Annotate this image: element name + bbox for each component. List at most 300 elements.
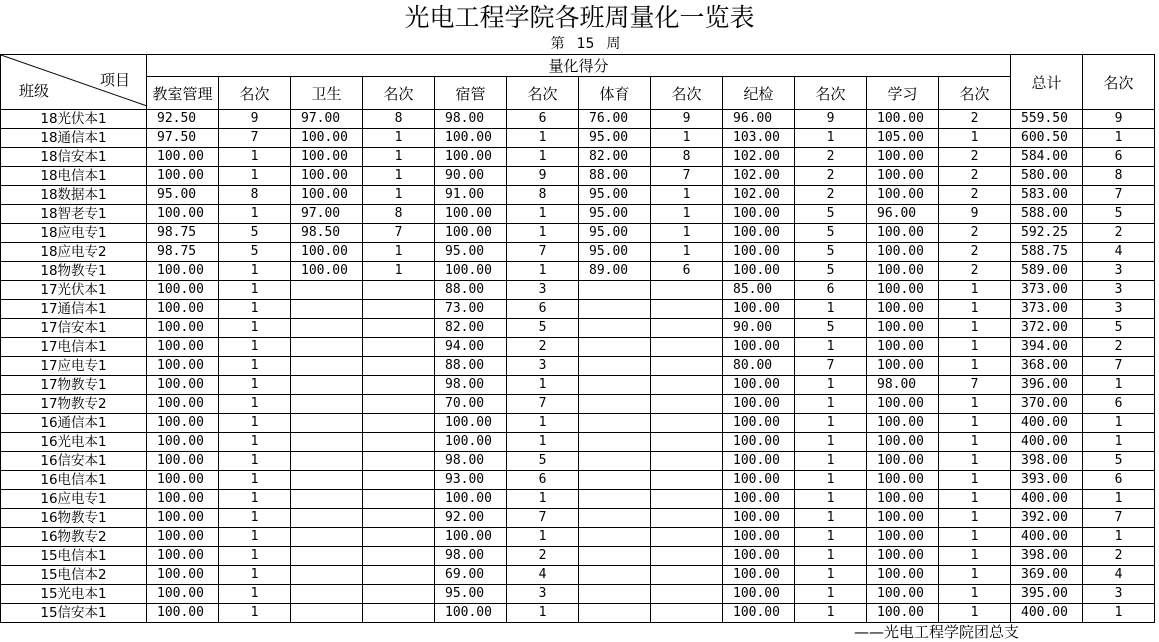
score-cell: 92.50: [147, 110, 219, 129]
score-cell: [579, 414, 651, 433]
score-cell: [291, 585, 363, 604]
rank-cell: 8: [363, 205, 435, 224]
column-header: 名次: [363, 77, 435, 110]
rank-cell: [363, 471, 435, 490]
rank-cell: 1: [507, 205, 579, 224]
class-name-cell: 17应电专1: [1, 357, 147, 376]
score-cell: 100.00: [147, 452, 219, 471]
rank-cell: 5: [219, 224, 291, 243]
rank-cell: [651, 471, 723, 490]
rank-cell: 8: [219, 186, 291, 205]
table-row: [1, 167, 1155, 186]
rank-cell: 6: [1083, 148, 1155, 167]
rank-cell: 2: [1083, 224, 1155, 243]
score-cell: 100.00: [867, 414, 939, 433]
table-row: [1, 338, 1155, 357]
score-cell: 100.00: [147, 547, 219, 566]
rank-cell: 1: [939, 338, 1011, 357]
score-cell: [579, 490, 651, 509]
score-cell: 98.00: [435, 452, 507, 471]
score-cell: 100.00: [147, 528, 219, 547]
rank-cell: 1: [363, 243, 435, 262]
rank-cell: [363, 433, 435, 452]
score-cell: 600.50: [1011, 129, 1083, 148]
rank-cell: 8: [1083, 167, 1155, 186]
rank-cell: [651, 585, 723, 604]
rank-cell: 1: [795, 509, 867, 528]
score-cell: 100.00: [147, 376, 219, 395]
rank-cell: [651, 300, 723, 319]
rank-cell: 3: [507, 585, 579, 604]
score-cell: 100.00: [147, 357, 219, 376]
score-cell: 100.00: [723, 395, 795, 414]
rank-cell: 2: [939, 262, 1011, 281]
rank-cell: 1: [219, 148, 291, 167]
rank-cell: 4: [507, 566, 579, 585]
table-row: [1, 319, 1155, 338]
rank-cell: 2: [939, 243, 1011, 262]
rank-cell: 1: [795, 452, 867, 471]
score-cell: 100.00: [867, 300, 939, 319]
column-header: 宿管: [435, 77, 507, 110]
score-cell: [291, 357, 363, 376]
score-cell: [579, 452, 651, 471]
score-cell: 100.00: [723, 224, 795, 243]
score-cell: [291, 319, 363, 338]
class-name-cell: 17物教专2: [1, 395, 147, 414]
rank-cell: 4: [1083, 566, 1155, 585]
rank-cell: 1: [939, 604, 1011, 623]
rank-cell: [651, 395, 723, 414]
class-name-cell: 18物教专1: [1, 262, 147, 281]
rank-cell: 1: [939, 471, 1011, 490]
score-cell: [579, 281, 651, 300]
score-cell: 100.00: [435, 224, 507, 243]
rank-cell: 5: [795, 319, 867, 338]
score-cell: [579, 566, 651, 585]
rank-cell: 2: [939, 224, 1011, 243]
rank-cell: 6: [507, 300, 579, 319]
rank-cell: 1: [219, 490, 291, 509]
score-cell: 100.00: [147, 566, 219, 585]
score-cell: 393.00: [1011, 471, 1083, 490]
rank-cell: 7: [507, 509, 579, 528]
score-cell: 91.00: [435, 186, 507, 205]
score-cell: 100.00: [723, 243, 795, 262]
score-cell: 372.00: [1011, 319, 1083, 338]
rank-cell: 2: [507, 547, 579, 566]
rank-cell: 7: [1083, 186, 1155, 205]
score-cell: 100.00: [147, 395, 219, 414]
table-row: [1, 566, 1155, 585]
rank-cell: 1: [939, 433, 1011, 452]
class-name-cell: 18电信本1: [1, 167, 147, 186]
rank-cell: 2: [939, 148, 1011, 167]
rank-cell: 2: [795, 167, 867, 186]
score-cell: [579, 471, 651, 490]
score-cell: 100.00: [723, 433, 795, 452]
rank-cell: 7: [363, 224, 435, 243]
rank-cell: 7: [1083, 509, 1155, 528]
score-cell: 100.00: [723, 338, 795, 357]
score-cell: 100.00: [867, 319, 939, 338]
rank-cell: 7: [219, 129, 291, 148]
score-cell: 100.00: [723, 528, 795, 547]
corner-header: [1, 55, 147, 110]
rank-cell: 5: [795, 205, 867, 224]
column-header: 名次: [651, 77, 723, 110]
score-cell: 100.00: [723, 300, 795, 319]
rank-cell: 1: [363, 262, 435, 281]
rank-cell: 6: [651, 262, 723, 281]
rank-cell: 1: [219, 452, 291, 471]
score-cell: 100.00: [723, 585, 795, 604]
score-cell: [291, 547, 363, 566]
column-header: 名次: [507, 77, 579, 110]
rank-cell: 1: [795, 395, 867, 414]
rank-cell: 1: [219, 604, 291, 623]
rank-cell: 1: [651, 224, 723, 243]
score-cell: 584.00: [1011, 148, 1083, 167]
score-cell: [579, 604, 651, 623]
score-cell: [291, 300, 363, 319]
rank-cell: 8: [507, 186, 579, 205]
rank-cell: 1: [219, 338, 291, 357]
score-cell: 559.50: [1011, 110, 1083, 129]
rank-cell: 1: [507, 262, 579, 281]
score-cell: [579, 528, 651, 547]
score-cell: 100.00: [147, 262, 219, 281]
rank-cell: [363, 528, 435, 547]
score-cell: [291, 395, 363, 414]
rank-cell: 7: [939, 376, 1011, 395]
score-cell: 100.00: [723, 262, 795, 281]
rank-cell: 1: [219, 566, 291, 585]
rank-cell: 1: [939, 452, 1011, 471]
score-cell: 398.00: [1011, 547, 1083, 566]
rank-cell: 1: [795, 528, 867, 547]
rank-cell: 1: [219, 319, 291, 338]
score-cell: 368.00: [1011, 357, 1083, 376]
score-cell: 100.00: [147, 414, 219, 433]
rank-cell: 1: [795, 490, 867, 509]
score-cell: 396.00: [1011, 376, 1083, 395]
score-cell: 80.00: [723, 357, 795, 376]
score-cell: 100.00: [147, 471, 219, 490]
score-cell: 100.00: [147, 338, 219, 357]
rank-cell: 1: [219, 414, 291, 433]
rank-cell: 1: [1083, 414, 1155, 433]
score-cell: 100.00: [867, 509, 939, 528]
week-prefix: 第: [550, 36, 565, 52]
score-cell: [579, 300, 651, 319]
score-cell: 102.00: [723, 148, 795, 167]
class-name-cell: 18通信本1: [1, 129, 147, 148]
score-cell: 100.00: [435, 528, 507, 547]
rank-cell: 1: [219, 395, 291, 414]
rank-cell: 6: [1083, 471, 1155, 490]
rank-cell: 3: [507, 281, 579, 300]
score-cell: 73.00: [435, 300, 507, 319]
rank-cell: 6: [795, 281, 867, 300]
score-cell: 105.00: [867, 129, 939, 148]
score-cell: 100.00: [867, 528, 939, 547]
class-name-cell: 16物教专2: [1, 528, 147, 547]
rank-cell: 1: [507, 414, 579, 433]
rank-cell: 3: [1083, 281, 1155, 300]
score-cell: 100.00: [147, 300, 219, 319]
score-cell: 100.00: [867, 604, 939, 623]
score-cell: 100.00: [435, 262, 507, 281]
rank-cell: 1: [1083, 528, 1155, 547]
rank-cell: 1: [939, 300, 1011, 319]
rank-cell: 5: [507, 319, 579, 338]
score-cell: 583.00: [1011, 186, 1083, 205]
rank-cell: 5: [795, 262, 867, 281]
score-cell: 96.00: [723, 110, 795, 129]
rank-cell: 5: [1083, 205, 1155, 224]
score-cell: 100.00: [435, 148, 507, 167]
rank-cell: 1: [507, 490, 579, 509]
rank-cell: 1: [219, 547, 291, 566]
rank-cell: 7: [651, 167, 723, 186]
class-name-cell: 16信安本1: [1, 452, 147, 471]
score-cell: [579, 395, 651, 414]
score-cell: 100.00: [867, 338, 939, 357]
class-name-cell: 16应电专1: [1, 490, 147, 509]
class-name-cell: 16光电本1: [1, 433, 147, 452]
rank-cell: 9: [939, 205, 1011, 224]
rank-cell: [363, 338, 435, 357]
rank-cell: 1: [507, 148, 579, 167]
score-cell: 400.00: [1011, 433, 1083, 452]
rank-cell: 1: [363, 148, 435, 167]
column-header: 教室管理: [147, 77, 219, 110]
table-row: [1, 490, 1155, 509]
score-cell: [291, 471, 363, 490]
week-label: [0, 36, 1159, 53]
score-cell: 580.00: [1011, 167, 1083, 186]
score-cell: 100.00: [867, 167, 939, 186]
score-cell: 100.00: [867, 148, 939, 167]
rank-cell: 1: [1083, 490, 1155, 509]
table-row: [1, 585, 1155, 604]
table-row: [1, 414, 1155, 433]
rank-cell: 1: [795, 604, 867, 623]
column-header: 名次: [939, 77, 1011, 110]
score-cell: 100.00: [723, 509, 795, 528]
score-cell: 98.00: [435, 110, 507, 129]
rank-cell: [363, 566, 435, 585]
score-cell: 90.00: [435, 167, 507, 186]
score-cell: [579, 319, 651, 338]
rank-cell: 1: [939, 547, 1011, 566]
rank-cell: 9: [507, 167, 579, 186]
rank-cell: 5: [795, 243, 867, 262]
score-cell: 98.00: [435, 547, 507, 566]
score-cell: 100.00: [723, 414, 795, 433]
table-row: [1, 186, 1155, 205]
rank-cell: 2: [795, 148, 867, 167]
rank-cell: 1: [507, 433, 579, 452]
table-row: [1, 547, 1155, 566]
rank-cell: 1: [939, 585, 1011, 604]
rank-cell: 5: [795, 224, 867, 243]
rank-cell: [363, 281, 435, 300]
score-cell: 100.00: [723, 471, 795, 490]
class-name-cell: 18信安本1: [1, 148, 147, 167]
rank-cell: [651, 604, 723, 623]
rank-cell: [363, 490, 435, 509]
score-cell: 100.00: [867, 433, 939, 452]
score-cell: 95.00: [579, 243, 651, 262]
score-cell: 97.00: [291, 205, 363, 224]
class-name-cell: 15电信本2: [1, 566, 147, 585]
score-cell: [579, 547, 651, 566]
score-cell: [291, 604, 363, 623]
score-cell: [579, 338, 651, 357]
score-cell: 98.00: [867, 376, 939, 395]
score-cell: 100.00: [867, 224, 939, 243]
rank-cell: 1: [939, 281, 1011, 300]
score-cell: [291, 528, 363, 547]
column-header: 学习: [867, 77, 939, 110]
rank-cell: 5: [219, 243, 291, 262]
score-cell: 588.00: [1011, 205, 1083, 224]
rank-cell: 1: [939, 414, 1011, 433]
score-cell: 100.00: [291, 186, 363, 205]
score-cell: 100.00: [435, 433, 507, 452]
rank-cell: 7: [795, 357, 867, 376]
rank-cell: 1: [939, 566, 1011, 585]
score-cell: 82.00: [579, 148, 651, 167]
rank-cell: [651, 433, 723, 452]
rank-cell: 2: [795, 186, 867, 205]
rank-cell: 5: [507, 452, 579, 471]
class-name-cell: 18光伏本1: [1, 110, 147, 129]
rank-cell: [651, 281, 723, 300]
class-name-cell: 16电信本1: [1, 471, 147, 490]
rank-cell: 9: [219, 110, 291, 129]
score-cell: [579, 509, 651, 528]
rank-cell: [363, 509, 435, 528]
class-name-cell: 16物教专1: [1, 509, 147, 528]
rank-cell: 1: [939, 490, 1011, 509]
rank-cell: 1: [507, 604, 579, 623]
score-cell: 100.00: [723, 452, 795, 471]
table-row: [1, 224, 1155, 243]
score-cell: [291, 414, 363, 433]
rank-cell: 1: [651, 186, 723, 205]
rank-cell: [363, 376, 435, 395]
score-cell: 100.00: [147, 281, 219, 300]
rank-cell: 2: [939, 167, 1011, 186]
score-cell: 400.00: [1011, 528, 1083, 547]
rank-cell: [363, 357, 435, 376]
rank-cell: [651, 338, 723, 357]
score-cell: [291, 433, 363, 452]
rank-cell: 1: [507, 224, 579, 243]
footer-signature: ——光电工程学院团总支: [853, 623, 1019, 641]
rank-cell: 1: [507, 376, 579, 395]
score-cell: 95.00: [579, 224, 651, 243]
rank-cell: 3: [507, 357, 579, 376]
score-cell: 88.00: [579, 167, 651, 186]
score-cell: 100.00: [291, 129, 363, 148]
rank-cell: 1: [651, 243, 723, 262]
table-row: [1, 110, 1155, 129]
rank-cell: 1: [219, 281, 291, 300]
score-cell: 100.00: [147, 509, 219, 528]
score-cell: 88.00: [435, 281, 507, 300]
rank-cell: 3: [1083, 585, 1155, 604]
class-name-cell: 17通信本1: [1, 300, 147, 319]
rank-cell: [651, 357, 723, 376]
class-name-cell: 15信安本1: [1, 604, 147, 623]
week-suffix: 周: [606, 36, 621, 52]
rank-cell: 1: [219, 300, 291, 319]
table-row: [1, 452, 1155, 471]
score-cell: [291, 509, 363, 528]
score-cell: 100.00: [867, 490, 939, 509]
rank-cell: 1: [507, 129, 579, 148]
rank-cell: 2: [507, 338, 579, 357]
rank-cell: 1: [939, 509, 1011, 528]
rank-cell: 6: [1083, 395, 1155, 414]
rank-cell: 1: [795, 585, 867, 604]
rank-cell: 1: [219, 205, 291, 224]
score-cell: [579, 433, 651, 452]
score-cell: 98.00: [435, 376, 507, 395]
score-cell: 97.00: [291, 110, 363, 129]
rank-cell: 6: [507, 471, 579, 490]
class-name-cell: 16通信本1: [1, 414, 147, 433]
group-header: 量化得分: [147, 55, 1011, 77]
rank-cell: 2: [939, 186, 1011, 205]
score-cell: 100.00: [723, 376, 795, 395]
week-number: 15: [576, 36, 595, 52]
rank-cell: 1: [1083, 376, 1155, 395]
score-cell: 97.50: [147, 129, 219, 148]
rank-cell: 1: [939, 528, 1011, 547]
rank-cell: 1: [1083, 604, 1155, 623]
rank-cell: 3: [1083, 262, 1155, 281]
score-cell: 373.00: [1011, 300, 1083, 319]
score-cell: [291, 338, 363, 357]
rank-cell: 1: [795, 547, 867, 566]
score-cell: 100.00: [867, 186, 939, 205]
score-cell: 82.00: [435, 319, 507, 338]
score-cell: [291, 566, 363, 585]
rank-cell: 1: [219, 376, 291, 395]
score-cell: 400.00: [1011, 414, 1083, 433]
rank-cell: 2: [1083, 338, 1155, 357]
rank-cell: 1: [219, 471, 291, 490]
score-cell: 98.75: [147, 243, 219, 262]
column-header: 纪检: [723, 77, 795, 110]
rank-cell: 1: [939, 357, 1011, 376]
score-cell: [291, 452, 363, 471]
score-cell: 100.00: [291, 148, 363, 167]
rank-cell: 1: [219, 509, 291, 528]
score-cell: 95.00: [435, 585, 507, 604]
rank-cell: 2: [939, 110, 1011, 129]
score-cell: 95.00: [435, 243, 507, 262]
rank-cell: 1: [219, 585, 291, 604]
table-row: [1, 243, 1155, 262]
rank-cell: 1: [219, 433, 291, 452]
score-cell: 100.00: [147, 167, 219, 186]
